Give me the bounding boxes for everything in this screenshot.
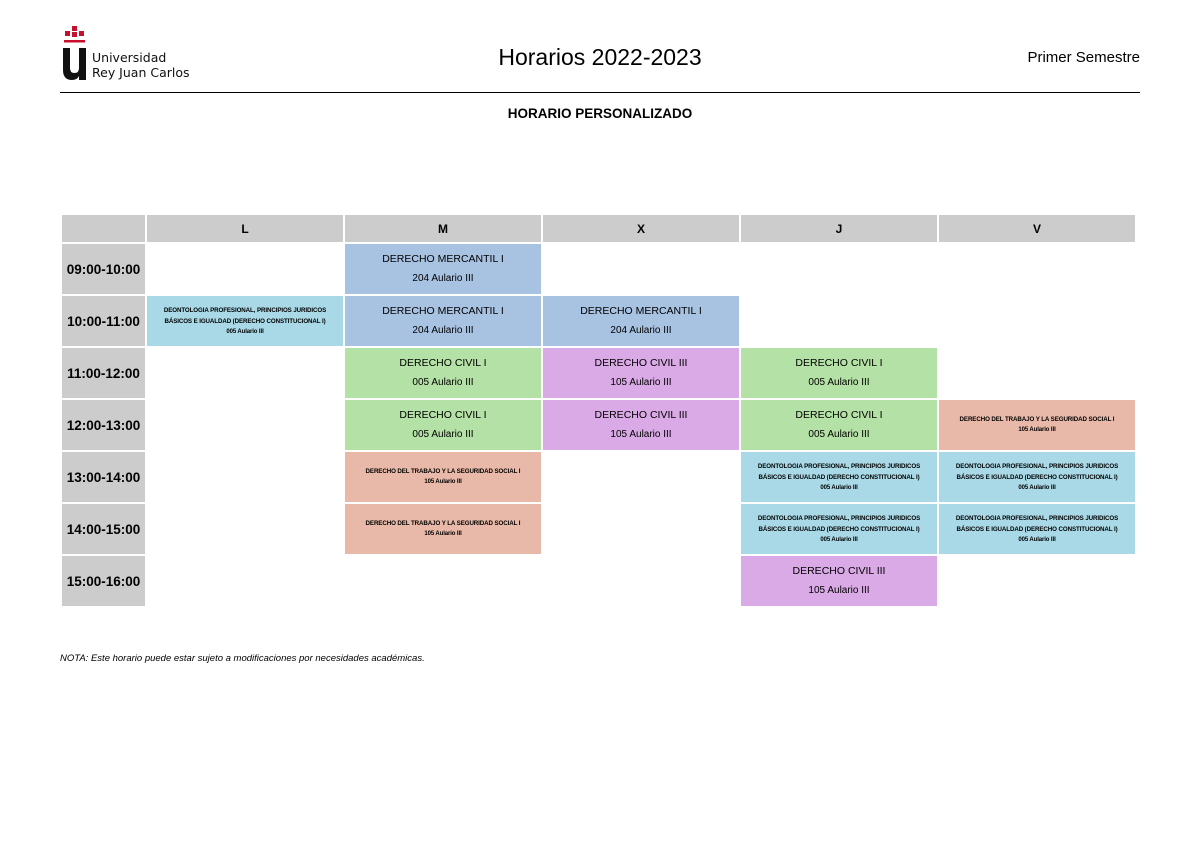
empty-slot bbox=[741, 296, 937, 346]
empty-slot bbox=[147, 556, 343, 606]
classroom-label: 105 Aulario III bbox=[424, 531, 462, 537]
logo-line-1: Universidad bbox=[92, 50, 167, 65]
schedule-note: NOTA: Este horario puede estar sujeto a modificaciones por necesidades académicas. bbox=[60, 653, 425, 664]
empty-slot bbox=[147, 348, 343, 398]
empty-slot bbox=[543, 244, 739, 294]
class-block bbox=[543, 348, 739, 398]
time-slot-label: 14:00-15:00 bbox=[62, 504, 145, 554]
class-block bbox=[939, 452, 1135, 502]
subject-name: DERECHO CIVIL III bbox=[792, 565, 886, 577]
class-block bbox=[345, 296, 541, 346]
page-header bbox=[60, 26, 1140, 93]
time-slot-label: 10:00-11:00 bbox=[62, 296, 145, 346]
classroom-label: 204 Aulario III bbox=[412, 325, 474, 336]
empty-slot bbox=[147, 244, 343, 294]
class-block bbox=[345, 348, 541, 398]
subject-name: DEONTOLOGIA PROFESIONAL, PRINCIPIOS JURIDICOS BÁSICOS E IGUALDAD (DERECHO CONSTITUCIONAL I) bbox=[163, 306, 327, 325]
classroom-label: 005 Aulario III bbox=[226, 328, 264, 335]
time-row bbox=[62, 296, 1135, 346]
classroom-label: 105 Aulario III bbox=[808, 585, 870, 596]
class-block bbox=[741, 452, 937, 502]
class-block bbox=[543, 400, 739, 450]
schedule-body bbox=[62, 244, 1135, 606]
classroom-label: 204 Aulario III bbox=[610, 325, 672, 336]
empty-slot bbox=[147, 452, 343, 502]
empty-slot bbox=[543, 452, 739, 502]
classroom-label: 105 Aulario III bbox=[610, 429, 672, 440]
subject-name: DERECHO CIVIL I bbox=[795, 357, 883, 369]
classroom-label: 005 Aulario III bbox=[1018, 536, 1056, 543]
classroom-label: 005 Aulario III bbox=[808, 377, 870, 388]
class-block bbox=[939, 504, 1135, 554]
empty-slot bbox=[939, 296, 1135, 346]
time-slot-label: 15:00-16:00 bbox=[62, 556, 145, 606]
empty-slot bbox=[147, 400, 343, 450]
subject-name: DERECHO MERCANTIL I bbox=[580, 305, 702, 317]
time-row bbox=[62, 348, 1135, 398]
time-slot-label: 11:00-12:00 bbox=[62, 348, 145, 398]
class-block bbox=[345, 400, 541, 450]
schedule-subtitle: HORARIO PERSONALIZADO bbox=[507, 106, 693, 121]
logo-line-2: Rey Juan Carlos bbox=[92, 65, 190, 80]
subject-name: DERECHO MERCANTIL I bbox=[382, 253, 504, 265]
subject-name: DERECHO CIVIL III bbox=[594, 409, 688, 421]
subject-name: DERECHO CIVIL I bbox=[795, 409, 883, 421]
class-block bbox=[741, 400, 937, 450]
classroom-label: 005 Aulario III bbox=[1018, 484, 1056, 491]
subject-name: DERECHO CIVIL I bbox=[399, 409, 487, 421]
subject-name: DEONTOLOGIA PROFESIONAL, PRINCIPIOS JURIDICOS BÁSICOS E IGUALDAD (DERECHO CONSTITUCIONAL I) bbox=[955, 514, 1119, 533]
empty-slot bbox=[543, 504, 739, 554]
class-block bbox=[741, 504, 937, 554]
empty-slot bbox=[147, 504, 343, 554]
time-slot-label: 13:00-14:00 bbox=[62, 452, 145, 502]
subject-name: DERECHO DEL TRABAJO Y LA SEGURIDAD SOCIAL I bbox=[365, 520, 521, 527]
subject-name: DERECHO CIVIL III bbox=[594, 357, 688, 369]
classroom-label: 105 Aulario III bbox=[610, 377, 672, 388]
day-header-j: J bbox=[741, 215, 937, 242]
day-header-row bbox=[62, 215, 1135, 242]
subject-name: DEONTOLOGIA PROFESIONAL, PRINCIPIOS JURIDICOS BÁSICOS E IGUALDAD (DERECHO CONSTITUCIONAL I) bbox=[757, 462, 921, 481]
class-block bbox=[741, 348, 937, 398]
day-header-v: V bbox=[939, 215, 1135, 242]
classroom-label: 005 Aulario III bbox=[820, 536, 858, 543]
subject-name: DERECHO DEL TRABAJO Y LA SEGURIDAD SOCIAL I bbox=[365, 468, 521, 475]
classroom-label: 204 Aulario III bbox=[412, 273, 474, 284]
day-header-x: X bbox=[543, 215, 739, 242]
time-row bbox=[62, 244, 1135, 294]
empty-slot bbox=[939, 244, 1135, 294]
empty-slot bbox=[939, 556, 1135, 606]
class-block bbox=[345, 504, 541, 554]
classroom-label: 105 Aulario III bbox=[424, 479, 462, 485]
class-block bbox=[345, 452, 541, 502]
class-block bbox=[939, 400, 1135, 450]
subject-name: DERECHO MERCANTIL I bbox=[382, 305, 504, 317]
classroom-label: 105 Aulario III bbox=[1018, 427, 1056, 433]
classroom-label: 005 Aulario III bbox=[820, 484, 858, 491]
subject-name: DEONTOLOGIA PROFESIONAL, PRINCIPIOS JURIDICOS BÁSICOS E IGUALDAD (DERECHO CONSTITUCIONAL I) bbox=[955, 462, 1119, 481]
day-header-l: L bbox=[147, 215, 343, 242]
time-slot-label: 12:00-13:00 bbox=[62, 400, 145, 450]
class-block bbox=[543, 296, 739, 346]
empty-slot bbox=[345, 556, 541, 606]
subject-name: DEONTOLOGIA PROFESIONAL, PRINCIPIOS JURIDICOS BÁSICOS E IGUALDAD (DERECHO CONSTITUCIONAL I) bbox=[757, 514, 921, 533]
empty-slot bbox=[741, 244, 937, 294]
time-row bbox=[62, 556, 1135, 606]
class-block bbox=[147, 296, 343, 346]
time-row bbox=[62, 400, 1135, 450]
time-row bbox=[62, 504, 1135, 554]
semester-label: Primer Semestre bbox=[1027, 49, 1140, 66]
classroom-label: 005 Aulario III bbox=[412, 429, 474, 440]
subject-name: DERECHO DEL TRABAJO Y LA SEGURIDAD SOCIAL I bbox=[959, 416, 1115, 423]
empty-slot bbox=[543, 556, 739, 606]
schedule-table bbox=[60, 213, 1137, 608]
page-title: Horarios 2022-2023 bbox=[498, 44, 702, 70]
class-block bbox=[345, 244, 541, 294]
classroom-label: 005 Aulario III bbox=[412, 377, 474, 388]
class-block bbox=[741, 556, 937, 606]
subject-name: DERECHO CIVIL I bbox=[399, 357, 487, 369]
day-header-m: M bbox=[345, 215, 541, 242]
time-slot-label: 09:00-10:00 bbox=[62, 244, 145, 294]
empty-slot bbox=[939, 348, 1135, 398]
classroom-label: 005 Aulario III bbox=[808, 429, 870, 440]
corner-cell bbox=[62, 215, 145, 242]
time-row bbox=[62, 452, 1135, 502]
